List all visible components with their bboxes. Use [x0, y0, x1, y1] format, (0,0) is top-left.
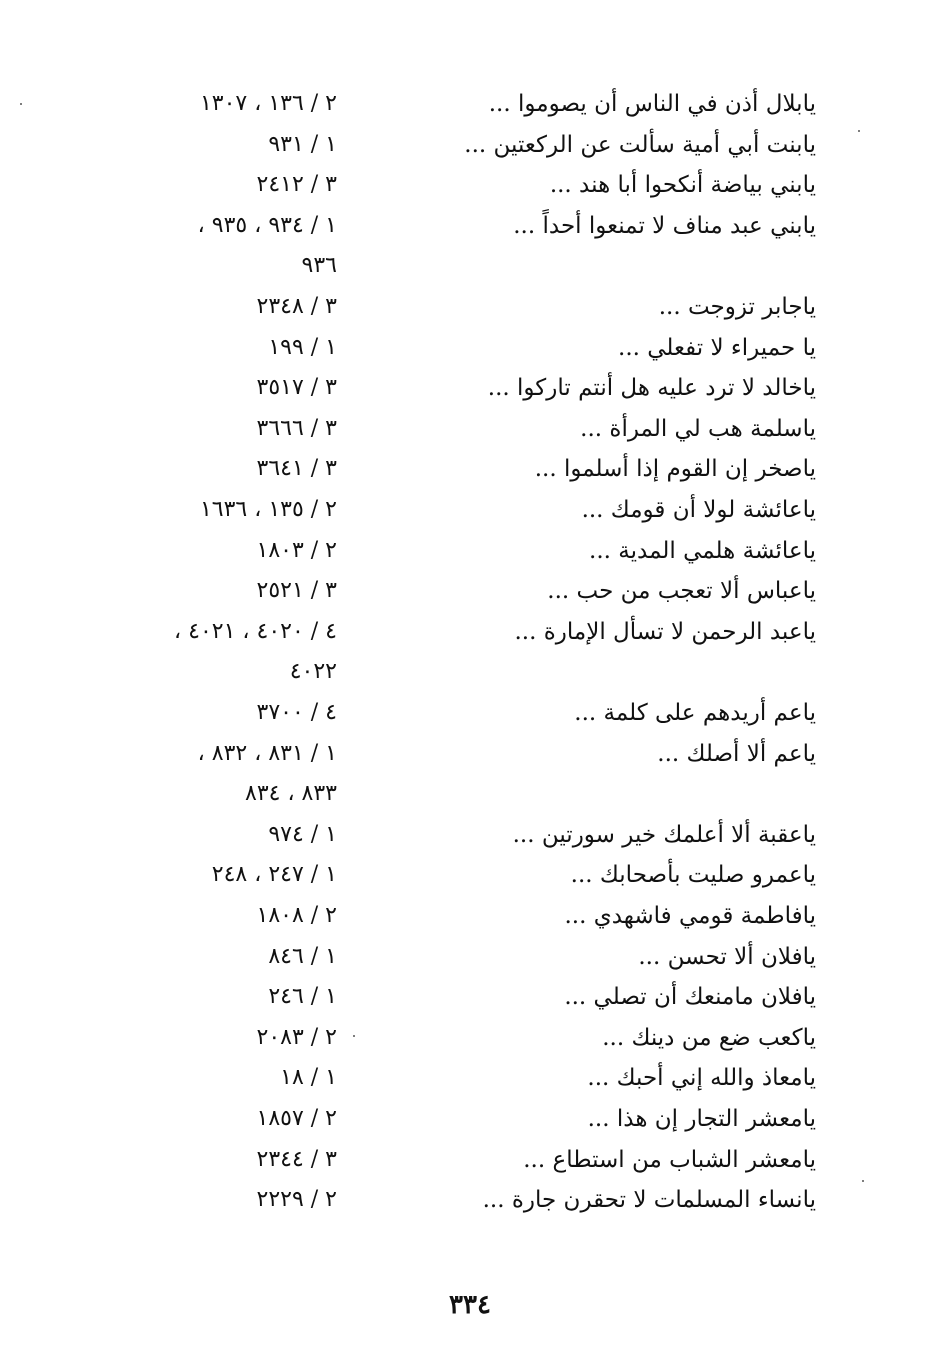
volume-hadith-reference: ١ / ٢٤٦ [268, 984, 337, 1010]
volume-hadith-reference: ٣ / ٢٥٢١ [256, 578, 337, 604]
hadith-opening-text: ياعائشة هلمي المدية ... [589, 537, 816, 564]
volume-hadith-reference: ١ / ١٩٩ [268, 334, 337, 360]
hadith-opening-text: ياعقبة ألا أعلمك خير سورتين ... [512, 821, 816, 848]
hadith-opening-text: يابلال أذن في الناس أن يصوموا ... [488, 91, 816, 117]
hadith-opening-text: يافلان ألا تحسن ... [638, 943, 816, 970]
hadith-opening-text: ياعم أريدهم على كلمة ... [574, 700, 816, 726]
hadith-opening-text: يانساء المسلمات لا تحقرن جارة ... [482, 1187, 816, 1214]
volume-hadith-reference: ١ / ٩٣١ [268, 131, 337, 157]
volume-hadith-reference: ١ / ٨٤٦ [268, 943, 337, 969]
hadith-opening-text: ياصخر إن القوم إذا أسلموا ... [534, 456, 816, 483]
volume-hadith-reference: ١ / ٨٣١ ، ٨٣٢ ، [197, 740, 337, 766]
hadith-opening-text: يا حميراء لا تفعلي ... [618, 334, 816, 361]
index-row [0, 1058, 940, 1098]
volume-hadith-reference: ١ / ٩٧٤ [268, 821, 337, 847]
index-row [0, 1018, 940, 1058]
volume-hadith-reference: ٢ / ١٨٠٣ [256, 537, 337, 563]
index-row [0, 652, 940, 692]
hadith-opening-text: ياخالد لا ترد عليه هل أنتم تاركوا ... [487, 375, 816, 402]
index-row [0, 409, 940, 449]
hadith-opening-text: ياكعب ضع من دينك ... [602, 1024, 816, 1051]
index-row [0, 815, 940, 855]
hadith-opening-text: يافلان مامنعك أن تصلي ... [564, 984, 816, 1011]
hadith-opening-text: يابني عبد مناف لا تمنعوا أحداً ... [513, 212, 816, 239]
volume-hadith-reference: ٣ / ٢٤١٢ [256, 172, 337, 198]
volume-hadith-reference: ٢ / ٢٠٨٣ [256, 1024, 337, 1050]
volume-hadith-reference: ٨٣٣ ، ٨٣٤ [245, 781, 337, 807]
index-row [0, 206, 940, 246]
scan-speck [353, 1035, 355, 1037]
index-row [0, 490, 940, 530]
index-row [0, 571, 940, 611]
index-row [0, 855, 940, 895]
volume-hadith-reference: ٩٣٦ [301, 253, 337, 279]
hadith-opening-text: ياجابر تزوجت ... [658, 294, 816, 320]
hadith-opening-text: يامعشر الشباب من استطاع ... [523, 1146, 816, 1173]
index-row [0, 287, 940, 327]
hadith-opening-text: ياعمرو صليت بأصحابك ... [570, 862, 816, 889]
volume-hadith-reference: ٢ / ١٣٦ ، ١٣٠٧ [199, 91, 337, 116]
index-row [0, 368, 940, 408]
index-row [0, 125, 940, 165]
index-row [0, 774, 940, 814]
volume-hadith-reference: ٤ / ٤٠٢٠ ، ٤٠٢١ ، [174, 618, 337, 644]
volume-hadith-reference: ١ / ١٨ [280, 1065, 337, 1091]
hadith-opening-text: ياسلمة هب لي المرأة ... [580, 415, 816, 442]
volume-hadith-reference: ٢ / ١٣٥ ، ١٦٣٦ [199, 497, 337, 522]
index-row [0, 734, 940, 774]
index-row [0, 246, 940, 286]
index-row [0, 1140, 940, 1180]
volume-hadith-reference: ٢ / ١٨٥٧ [256, 1106, 337, 1131]
scan-speck [862, 1180, 864, 1182]
index-row [0, 612, 940, 652]
volume-hadith-reference: ٣ / ٢٣٤٨ [256, 294, 337, 319]
volume-hadith-reference: ٣ / ٣٦٤١ [256, 456, 337, 482]
page-number: ٣٣٤ [449, 1290, 491, 1320]
index-row [0, 449, 940, 489]
index-row [0, 977, 940, 1017]
index-row [0, 1099, 940, 1139]
index-row [0, 896, 940, 936]
index-row [0, 937, 940, 977]
volume-hadith-reference: ٣ / ٣٦٦٦ [256, 415, 337, 441]
hadith-opening-text: ياعبد الرحمن لا تسأل الإمارة ... [514, 618, 816, 645]
hadith-opening-text: يامعاذ والله إني أحبك ... [587, 1065, 816, 1092]
hadith-opening-text: ياعباس ألا تعجب من حب ... [547, 578, 816, 605]
hadith-opening-text: يامعشر التجار إن هذا ... [587, 1106, 816, 1132]
hadith-opening-text: يابنت أبي أمية سألت عن الركعتين ... [464, 131, 816, 158]
volume-hadith-reference: ٢ / ٢٢٢٩ [256, 1187, 337, 1213]
scan-speck [20, 103, 22, 105]
hadith-opening-text: ياعائشة لولا أن قومك ... [581, 497, 816, 523]
index-row [0, 84, 940, 124]
volume-hadith-reference: ٤٠٢٢ [289, 659, 337, 685]
hadith-opening-text: ياعم ألا أصلك ... [657, 740, 816, 767]
index-row [0, 1180, 940, 1220]
hadith-opening-text: يابني بياضة أنكحوا أبا هند ... [549, 172, 816, 199]
scan-speck [858, 130, 860, 132]
volume-hadith-reference: ٣ / ٢٣٤٤ [256, 1146, 337, 1172]
index-row [0, 693, 940, 733]
volume-hadith-reference: ٤ / ٣٧٠٠ [256, 700, 337, 725]
index-row [0, 531, 940, 571]
index-row [0, 165, 940, 205]
hadith-opening-text: يافاطمة قومي فاشهدي ... [564, 903, 816, 929]
index-row [0, 328, 940, 368]
volume-hadith-reference: ٢ / ١٨٠٨ [256, 903, 337, 928]
volume-hadith-reference: ٣ / ٣٥١٧ [256, 375, 337, 401]
volume-hadith-reference: ١ / ٢٤٧ ، ٢٤٨ [211, 862, 337, 888]
volume-hadith-reference: ١ / ٩٣٤ ، ٩٣٥ ، [197, 212, 337, 238]
